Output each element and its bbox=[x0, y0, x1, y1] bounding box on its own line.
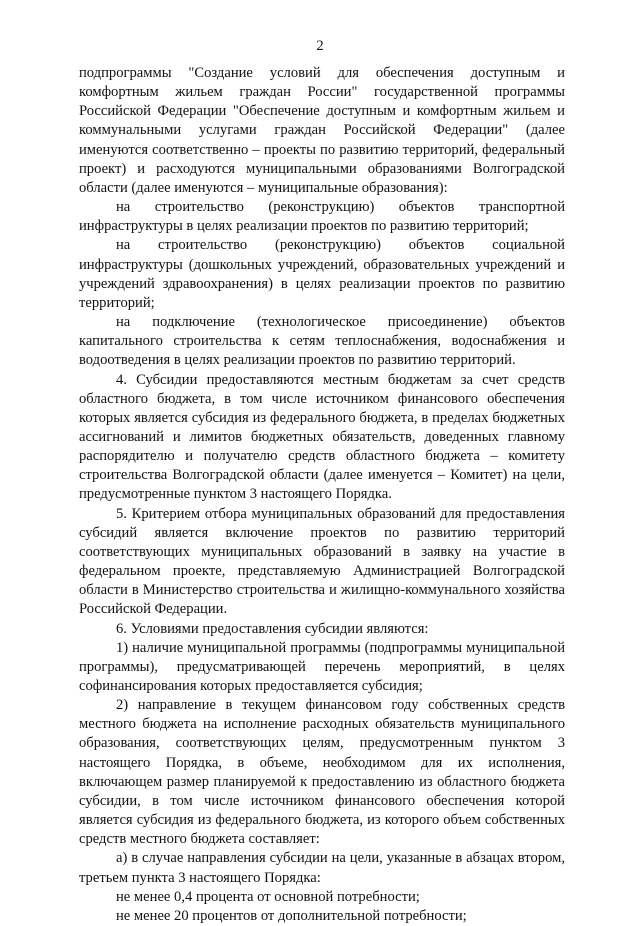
paragraph-item-6-2-a: а) в случае направления субсидии на цели, указанные в абзацах втором, третьем пункта 3 настоящего Порядка: bbox=[79, 850, 565, 886]
paragraph-item-5: 5. Критерием отбора муниципальных образований для предоставления субсидий является включение проектов по развитию территорий соответствующих муниципальных образований в заявку на участие в федеральном проекте, представляемую Администрацией Волгоградской области в Министерство строительства и жилищно-коммунального хозяйства Российской Федерации. bbox=[79, 505, 565, 618]
paragraph-social: на строительство (реконструкцию) объектов социальной инфраструктуры (дошкольных учреждений, образовательных учреждений и учреждений здравоохранения) в целях реализации проектов по развитию территорий; bbox=[79, 237, 565, 311]
page-number: 2 bbox=[316, 38, 324, 54]
paragraph-connection: на подключение (технологическое присоединение) объектов капитального строительства к сетям теплоснабжения, водоснабжения и водоотведения в целях реализации проектов по развитию территорий. bbox=[79, 314, 565, 369]
paragraph-intro: подпрограммы "Создание условий для обеспечения доступным и комфортным жильем граждан России" государственной программы Российской Федерации "Обеспечение доступным и комфортным жильем и коммунальными услугами граждан Российской Федерации" (далее именуются соответственно – проекты по развитию территорий, федеральный проект) и расходуются муниципальными образованиями Волгоградской области (далее именуются – муниципальные образования): bbox=[79, 65, 565, 196]
paragraph-item-4: 4. Субсидии предоставляются местным бюджетам за счет средств областного бюджета, в том числе источником финансового обеспечения которых является субсидия из федерального бюджета, в пределах бюджетных ассигнований и лимитов бюджетных обязательств, доведенных главному распорядителю и получателю средств областного бюджета – комитету строительства Волгоградской области (далее именуется – Комитет) на цели, предусмотренные пунктом 3 настоящего Порядка. bbox=[79, 371, 565, 503]
paragraph-item-6-1: 1) наличие муниципальной программы (подпрограммы муниципальной программы), предусматривающей перечень мероприятий, в целях софинансирования которых предоставляется субсидия; bbox=[79, 639, 565, 694]
document-body bbox=[79, 64, 565, 926]
paragraph-item-6: 6. Условиями предоставления субсидии являются: bbox=[116, 620, 429, 637]
paragraph-transport: на строительство (реконструкцию) объектов транспортной инфраструктуры в целях реализации проектов по развитию территорий; bbox=[79, 199, 565, 235]
paragraph-min-basic: не менее 0,4 процента от основной потребности; bbox=[116, 888, 420, 905]
paragraph-min-additional: не менее 20 процентов от дополнительной потребности; bbox=[116, 907, 467, 924]
paragraph-item-6-2: 2) направление в текущем финансовом году собственных средств местного бюджета на исполнение расходных обязательств муниципального образования, соответствующих целям, предусмотренным пунктом 3 настоящего Порядка, в объеме, необходимом для их исполнения, включающем размер планируемой к предоставлению из областного бюджета субсидии, в том числе источником финансового обеспечения которой является субсидия из федерального бюджета, из которого объем собственных средств местного бюджета составляет: bbox=[79, 697, 565, 848]
